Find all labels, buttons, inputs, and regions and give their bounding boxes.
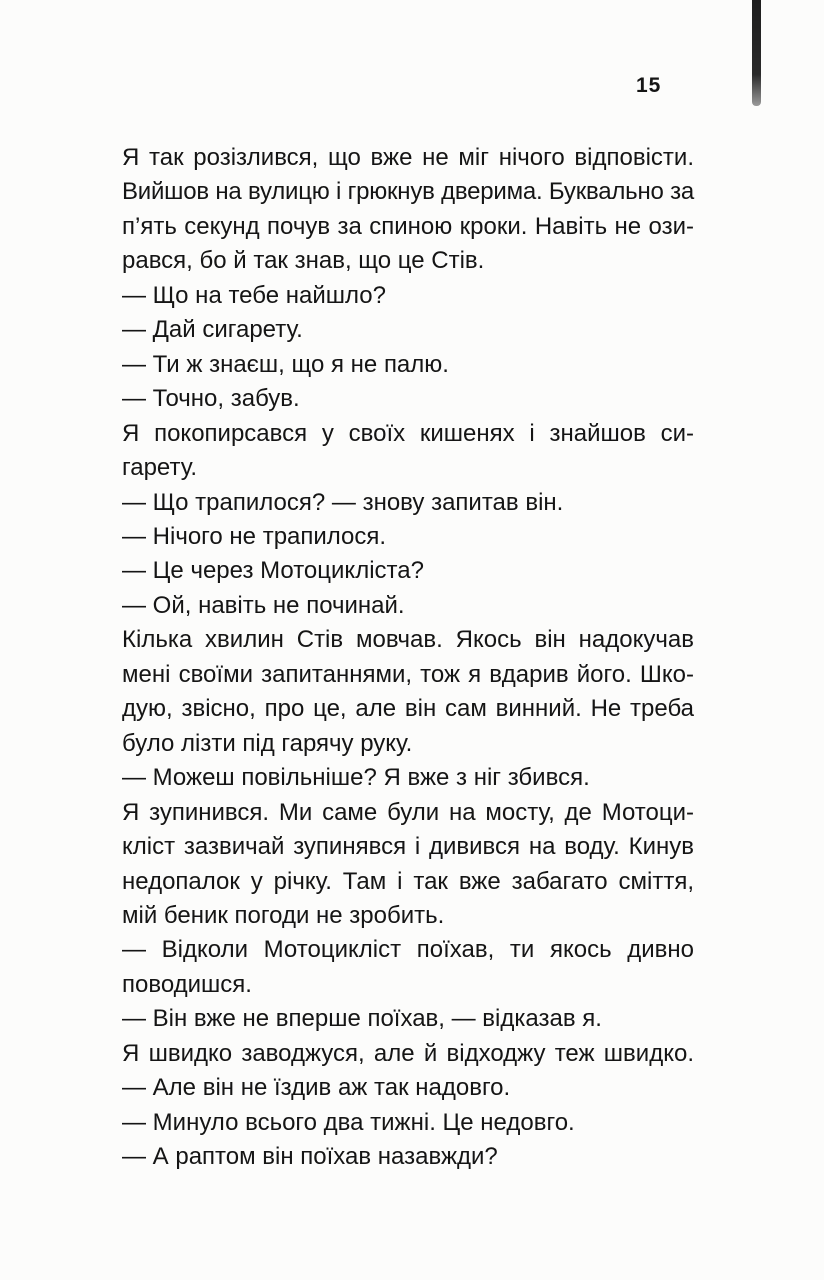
dialogue-line: — Нічого не трапилося. <box>122 522 387 550</box>
text-line: кліст зазвичай зупинявся і дивився на воду. Кинув <box>122 833 694 861</box>
text-line: мені своїми запитаннями, тож я вдарив його. Шко- <box>122 660 694 688</box>
text-line: дую, звісно, про це, але він сам винний. Не треба <box>122 695 694 723</box>
dialogue-line: — Ти ж знаєш, що я не палю. <box>122 350 449 378</box>
dialogue-line: — Точно, забув. <box>122 385 300 413</box>
text-line: рався, бо й так знав, що це Стів. <box>122 247 485 275</box>
text-line: мій беник погоди не зробить. <box>122 901 445 929</box>
dialogue-line: — Ой, навіть не починай. <box>122 591 405 619</box>
dialogue-line: — Можеш повільніше? Я вже з ніг збився. <box>122 764 590 792</box>
dialogue-line: — Він вже не вперше поїхав, — відказав я. <box>122 1005 602 1033</box>
text-line: Я покопирсався у своїх кишенях і знайшов си- <box>122 419 694 447</box>
text-line: гарету. <box>122 454 197 482</box>
page-edge-mark <box>752 0 761 106</box>
dialogue-line: — Але він не їздив аж так надовго. <box>122 1074 511 1102</box>
body-text <box>122 141 694 1175</box>
dialogue-line: — Дай сигарету. <box>122 316 303 344</box>
dialogue-line: — А раптом він поїхав назавжди? <box>122 1143 498 1171</box>
text-line: Я так розізлився, що вже не міг нічого відповісти. <box>122 144 694 171</box>
dialogue-line: — Минуло всього два тижні. Це недовго. <box>122 1108 575 1136</box>
text-line: Вийшов на вулицю і грюкнув дверима. Буквально за <box>122 178 694 206</box>
page-number: 15 <box>636 74 662 97</box>
dialogue-line: — Що на тебе найшло? <box>122 281 386 309</box>
text-line: поводишся. <box>122 970 252 998</box>
text-line: було лізти під гарячу руку. <box>122 729 413 757</box>
dialogue-line: — Що трапилося? — знову запитав він. <box>122 488 564 516</box>
dialogue-line: — Це через Мотоцикліста? <box>122 557 424 585</box>
text-line: п’ять секунд почув за спиною кроки. Навіть не ози- <box>122 212 694 240</box>
text-line: недопалок у річку. Там і так вже забагато сміття, <box>122 867 694 895</box>
dialogue-line: — Відколи Мотоцикліст поїхав, ти якось дивно <box>122 936 694 964</box>
text-line: Я зупинився. Ми саме були на мосту, де Мотоци- <box>122 798 694 826</box>
text-line: Кілька хвилин Стів мовчав. Якось він надокучав <box>122 626 694 654</box>
text-line: Я швидко заводжуся, але й відходжу теж швидко. <box>122 1039 694 1067</box>
